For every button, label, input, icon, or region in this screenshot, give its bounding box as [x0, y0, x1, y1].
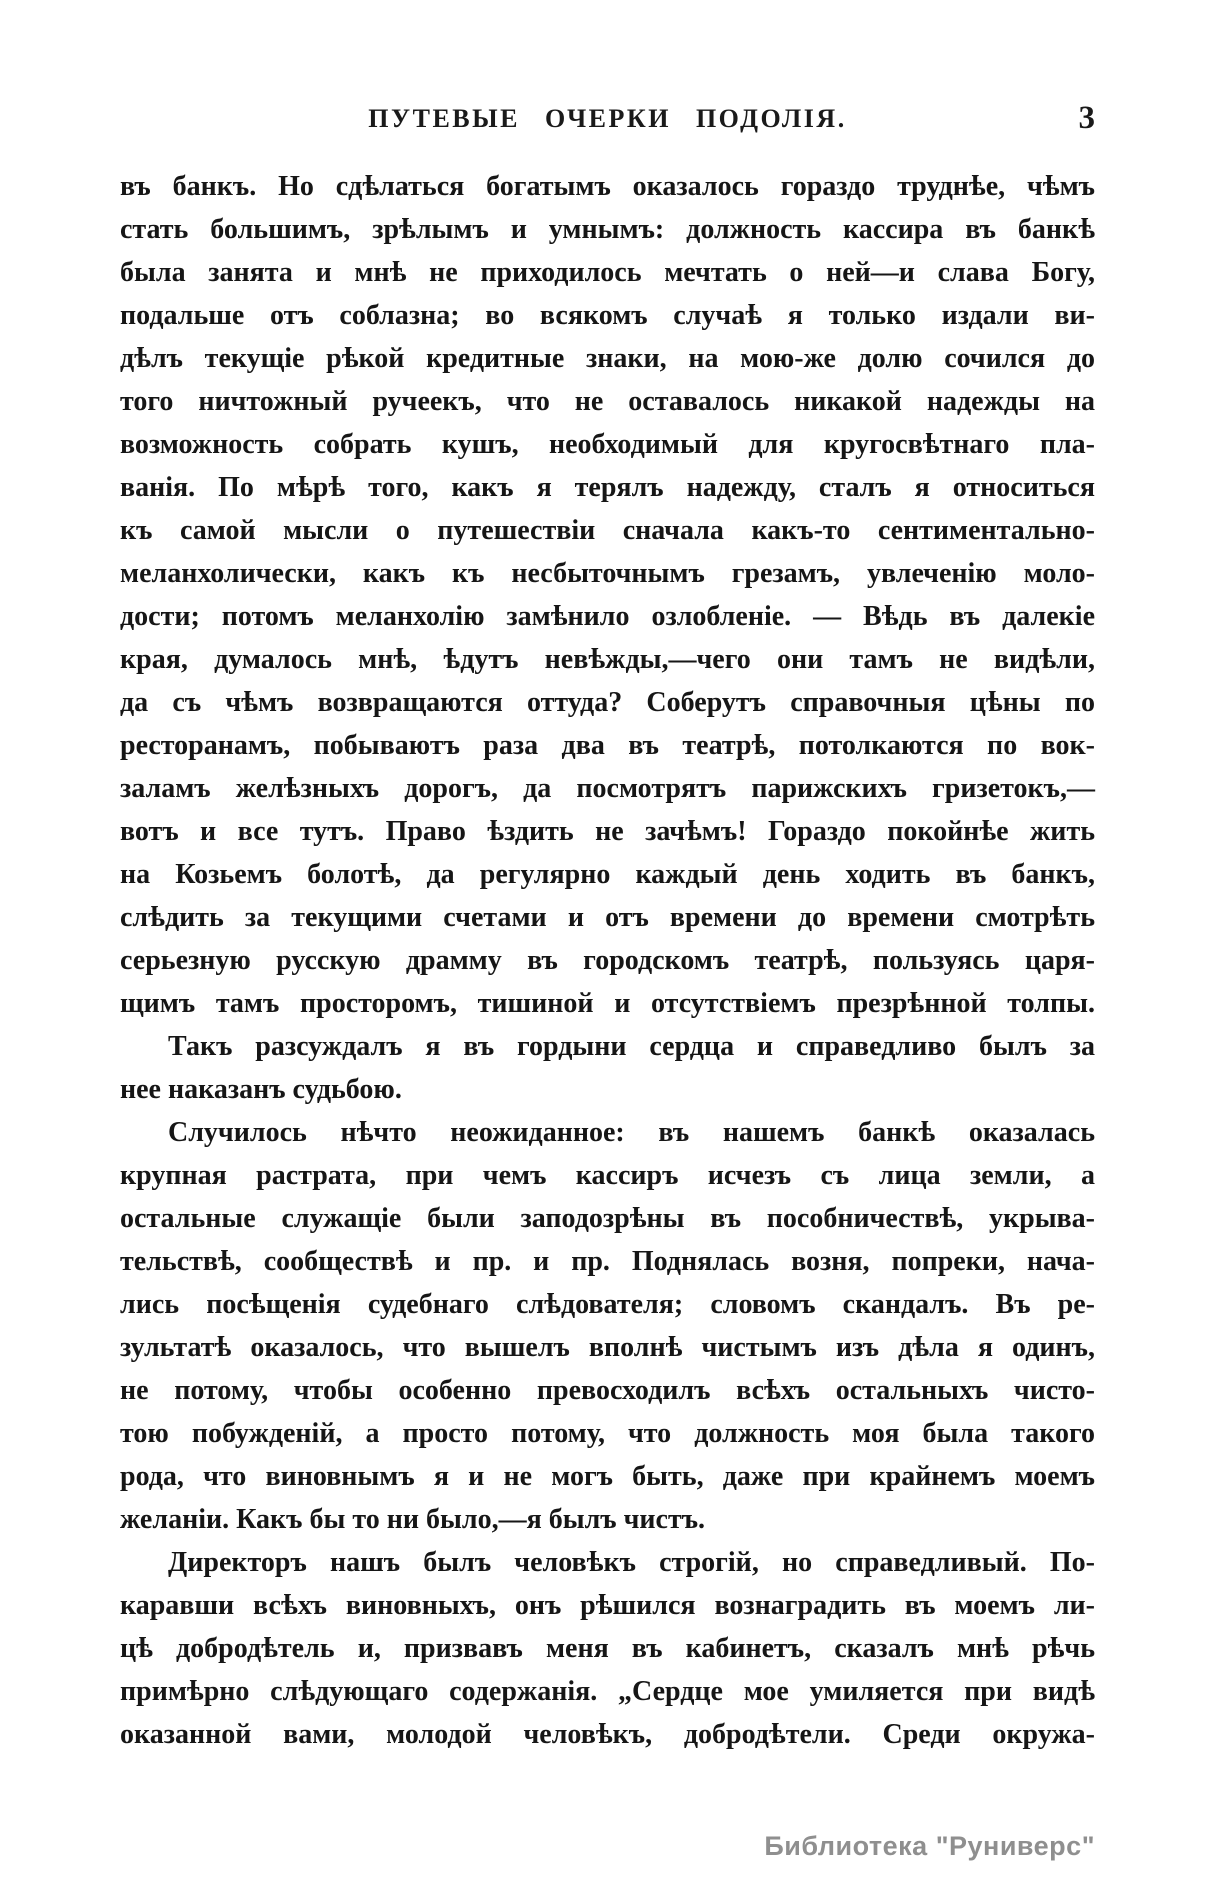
text-line: нее наказанъ судьбою. [120, 1074, 402, 1105]
text-line: меланхолически, какъ къ несбыточнымъ грезамъ, увлеченію моло- [120, 558, 1095, 589]
text-line: Директоръ нашъ былъ человѣкъ строгій, но справедливый. По- [168, 1547, 1095, 1578]
text-line: не потому, чтобы особенно превосходилъ всѣхъ остальныхъ чисто- [120, 1375, 1095, 1406]
page-number: 3 [1078, 100, 1095, 136]
text-line: серьезную русскую драмму въ городскомъ театрѣ, пользуясь царя- [120, 945, 1095, 976]
text-line: крупная растрата, при чемъ кассиръ исчезъ съ лица земли, а [120, 1160, 1095, 1191]
text-line: стать большимъ, зрѣлымъ и умнымъ: должность кассира въ банкѣ [120, 214, 1095, 245]
text-line: дѣлъ текущіе рѣкой кредитные знаки, на мою-же долю сочился до [120, 343, 1095, 374]
text-line: возможность собрать кушъ, необходимый для кругосвѣтнаго пла- [120, 429, 1095, 460]
text-line: того ничтожный ручеекъ, что не оставалось никакой надежды на [120, 386, 1095, 417]
text-line: зультатѣ оказалось, что вышелъ вполнѣ чистымъ изъ дѣла я одинъ, [120, 1332, 1095, 1363]
text-line: лись посѣщенія судебнаго слѣдователя; словомъ скандалъ. Въ ре- [120, 1289, 1095, 1320]
text-line: желаніи. Какъ бы то ни было,—я былъ чистъ. [120, 1504, 706, 1535]
text-line: ресторанамъ, побываютъ раза два въ театрѣ, потолкаются по вок- [120, 730, 1095, 761]
text-line: вотъ и все тутъ. Право ѣздить не зачѣмъ! Гораздо покойнѣе жить [120, 816, 1095, 847]
text-line: дости; потомъ меланхолію замѣнило озлобленіе. — Вѣдь въ далекіе [120, 601, 1095, 632]
text-line: рода, что виновнымъ я и не могъ быть, даже при крайнемъ моемъ [120, 1461, 1095, 1492]
text-line: тою побужденій, а просто потому, что должность моя была такого [120, 1418, 1095, 1449]
text-line: на Козьемъ болотѣ, да регулярно каждый день ходить въ банкъ, [120, 859, 1095, 890]
text-line: примѣрно слѣдующаго содержанія. „Сердце мое умиляется при видѣ [120, 1676, 1095, 1707]
running-header-title: ПУТЕВЫЕ ОЧЕРКИ ПОДОЛІЯ. [368, 104, 847, 133]
text-line: въ банкъ. Но сдѣлаться богатымъ оказалось гораздо труднѣе, чѣмъ [120, 171, 1095, 202]
text-line: края, думалось мнѣ, ѣдутъ невѣжды,—чего они тамъ не видѣли, [120, 644, 1095, 675]
library-watermark: Библиотека "Руниверс" [764, 1831, 1095, 1861]
text-line: Такъ разсуждалъ я въ гордыни сердца и справедливо былъ за [168, 1031, 1095, 1062]
text-line: ванія. По мѣрѣ того, какъ я терялъ надежду, сталъ я относиться [120, 472, 1095, 503]
text-line: каравши всѣхъ виновныхъ, онъ рѣшился вознаградить въ моемъ ли- [120, 1590, 1095, 1621]
text-line: была занята и мнѣ не приходилось мечтать о ней—и слава Богу, [120, 257, 1095, 288]
text-line: подальше отъ соблазна; во всякомъ случаѣ я только издали ви- [120, 300, 1095, 331]
text-line: къ самой мысли о путешествіи сначала какъ-то сентиментально- [120, 515, 1095, 546]
text-line: оказанной вами, молодой человѣкъ, добродѣтели. Среди окружа- [120, 1719, 1095, 1750]
running-header [120, 100, 1095, 140]
text-line: остальные служащіе были заподозрѣны въ пособничествѣ, укрыва- [120, 1203, 1095, 1234]
text-line: цѣ добродѣтель и, призвавъ меня въ кабинетъ, сказалъ мнѣ рѣчь [120, 1633, 1095, 1664]
text-line: щимъ тамъ просторомъ, тишиной и отсутствіемъ презрѣнной толпы. [120, 988, 1095, 1019]
text-line: тельствѣ, сообществѣ и пр. и пр. Поднялась возня, попреки, нача- [120, 1246, 1095, 1277]
text-line: заламъ желѣзныхъ дорогъ, да посмотрятъ парижскихъ гризетокъ,— [120, 773, 1095, 804]
text-line: слѣдить за текущими счетами и отъ времени до времени смотрѣть [120, 902, 1095, 933]
text-line: Случилось нѣчто неожиданное: въ нашемъ банкѣ оказалась [168, 1117, 1095, 1148]
body-text [120, 165, 1095, 1756]
text-line: да съ чѣмъ возвращаются оттуда? Соберутъ справочныя цѣны по [120, 687, 1095, 718]
